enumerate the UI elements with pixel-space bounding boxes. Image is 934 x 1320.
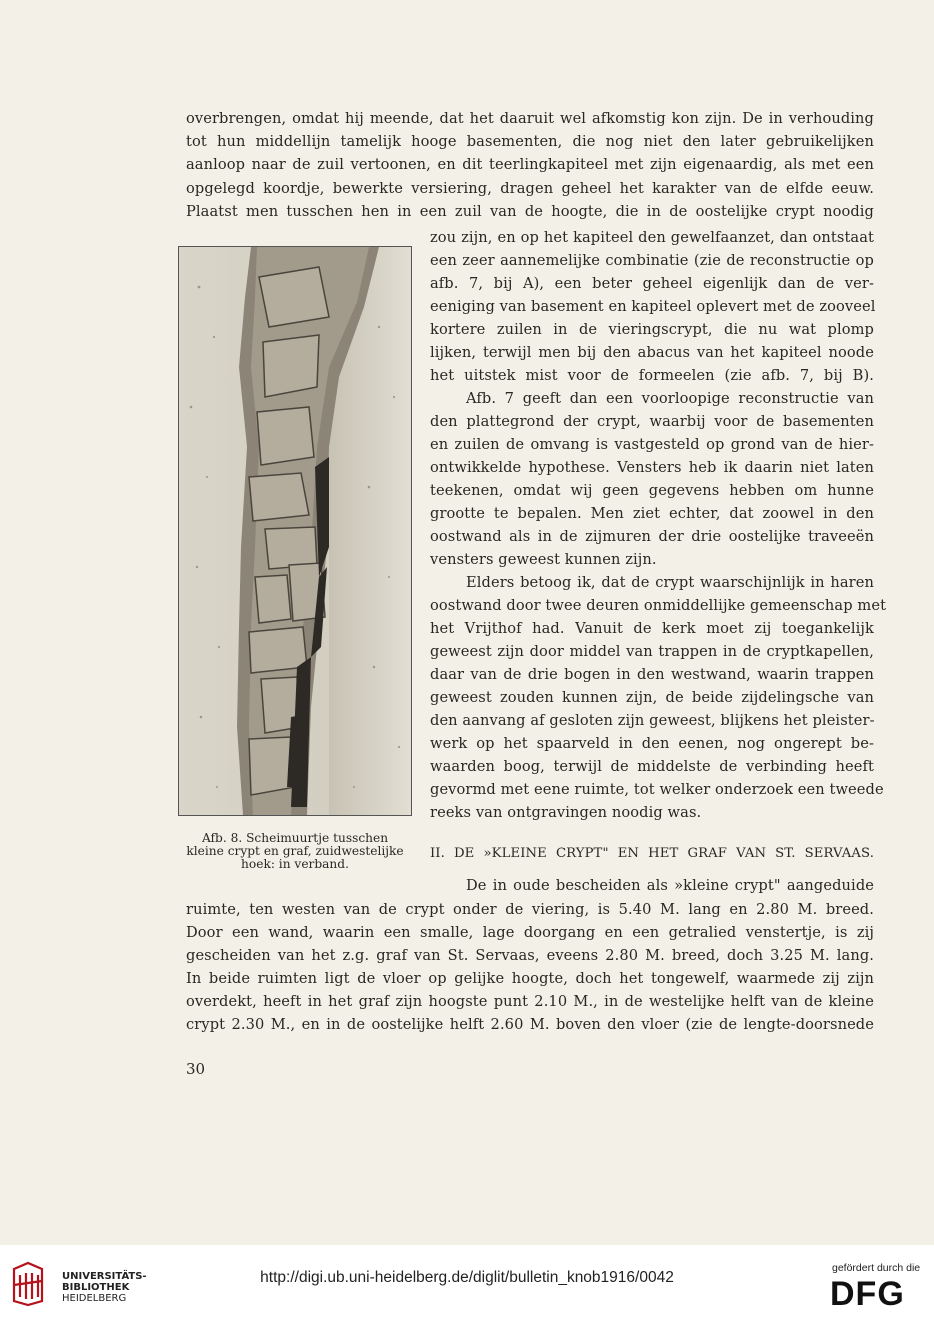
text-line: opgelegd koordje, bewerkte versiering, dragen geheel het karakter van de elfde eeuw. — [186, 180, 874, 197]
figure-caption-line: hoek: in verband. — [241, 857, 349, 871]
text-line: aanloop naar de zuil vertoonen, en dit teerlingkapiteel met zijn eigenaardig, als met een — [186, 156, 874, 173]
text-line: zou zijn, en op het kapiteel den gewelfaanzet, dan ontstaat — [430, 229, 874, 246]
text-line: gevormd met eene ruimte, tot welker onderzoek een tweede — [430, 781, 884, 798]
text-line: gescheiden van het z.g. graf van St. Servaas, eveens 2.80 M. breed, doch 3.25 M. lang. — [186, 947, 874, 964]
library-name-line: HEIDELBERG — [62, 1293, 127, 1304]
text-line: waarden boog, terwijl de middelste de verbinding heeft — [430, 758, 874, 775]
text-line: teekenen, omdat wij geen gegevens hebben om hunne — [430, 482, 874, 499]
library-name-line: UNIVERSITÄTS- — [62, 1271, 147, 1282]
text-line: den aanvang af gesloten zijn geweest, blijkens het pleister- — [430, 712, 875, 729]
text-line: Plaatst men tusschen hen in een zuil van de hoogte, die in de oostelijke crypt noodig — [186, 203, 874, 220]
text-line: vensters geweest kunnen zijn. — [430, 551, 657, 568]
viewer-footer — [0, 1245, 934, 1320]
text-line: het uitstek mist voor de formeelen (zie afb. 7, bij B). — [430, 367, 874, 384]
text-line: het Vrijthof had. Vanuit de kerk moet zij toegankelijk — [430, 620, 874, 637]
text-line: geweest zouden kunnen zijn, de beide zijdelingsche van — [430, 689, 874, 706]
text-line: oostwand door twee deuren onmiddellijke gemeenschap met — [430, 597, 887, 614]
text-line: Door een wand, waarin een smalle, lage doorgang en een getralied venstertje, is zij — [186, 924, 874, 941]
paragraph-start: Elders betoog ik, dat de crypt waarschijnlijk in haren — [466, 574, 874, 591]
text-line: eeniging van basement en kapiteel oplevert met de zooveel — [430, 298, 876, 315]
text-line: ruimte, ten westen van de crypt onder de viering, is 5.40 M. lang en 2.80 M. breed. — [186, 901, 874, 918]
text-line: In beide ruimten ligt de vloer op gelijke hoogte, doch het tongewelf, waarmede zij zijn — [186, 970, 874, 987]
figure-caption-line: kleine crypt en graf, zuidwestelijke — [186, 844, 404, 858]
library-name-line: BIBLIOTHEK — [62, 1282, 130, 1293]
page-number: 30 — [186, 1060, 206, 1078]
text-line: oostwand als in de zijmuren der drie oostelijke traveeën — [430, 528, 874, 545]
text-line: werk op het spaarveld in den eenen, nog ongerept be- — [430, 735, 874, 752]
paragraph-start: De in oude bescheiden als »kleine crypt" aangeduide — [466, 877, 874, 894]
figure-caption-line: Afb. 8. Scheimuurtje tusschen — [201, 831, 389, 845]
text-line: kortere zuilen in de vieringscrypt, die nu wat plomp — [430, 321, 874, 338]
text-line: den plattegrond der crypt, waarbij voor de basementen — [430, 413, 874, 430]
text-line: daar van de drie bogen in den westwand, waarin trappen — [430, 666, 874, 683]
sponsor-caption: gefördert durch die — [832, 1262, 921, 1274]
text-line: reeks van ontgravingen noodig was. — [430, 804, 702, 821]
text-line: ontwikkelde hypothese. Vensters heb ik daarin niet laten — [430, 459, 874, 476]
paragraph-start: Afb. 7 geeft dan een voorloopige reconstructie van — [466, 390, 874, 407]
text-line: overdekt, heeft in het graf zijn hoogste punt 2.10 M., in de westelijke helft van de kleine — [186, 993, 874, 1010]
text-line: afb. 7, bij A), een beter geheel eigenlijk dan de ver- — [430, 275, 874, 292]
dfg-logo[interactable]: DFG — [830, 1275, 905, 1313]
text-line: en zuilen de omvang is vastgesteld op grond van de hier- — [430, 436, 874, 453]
text-line: geweest zijn door middel van trappen in de cryptkapellen, — [430, 643, 874, 660]
section-heading: II. DE »KLEINE CRYPT" EN HET GRAF VAN ST. SERVAAS. — [430, 846, 874, 861]
permalink-url[interactable]: http://digi.ub.uni-heidelberg.de/diglit/bulletin_knob1916/0042 — [260, 1269, 674, 1286]
text-line: overbrengen, omdat hij meende, dat het daaruit wel afkomstig kon zijn. De in verhouding — [186, 110, 874, 127]
text-line: crypt 2.30 M., en in de oostelijke helft 2.60 M. boven den vloer (zie de lengte-doorsnede — [186, 1016, 874, 1033]
text-line: een zeer aannemelijke combinatie (zie de reconstructie op — [430, 252, 874, 269]
wall-photograph — [178, 246, 412, 816]
text-line: lijken, terwijl men bij den abacus van het kapiteel noode — [430, 344, 874, 361]
text-line: tot hun middellijn tamelijk hooge basementen, die nog niet den later gebruikelijken — [186, 133, 874, 150]
text-line: grootte te bepalen. Men ziet echter, dat zoowel in den — [430, 505, 874, 522]
